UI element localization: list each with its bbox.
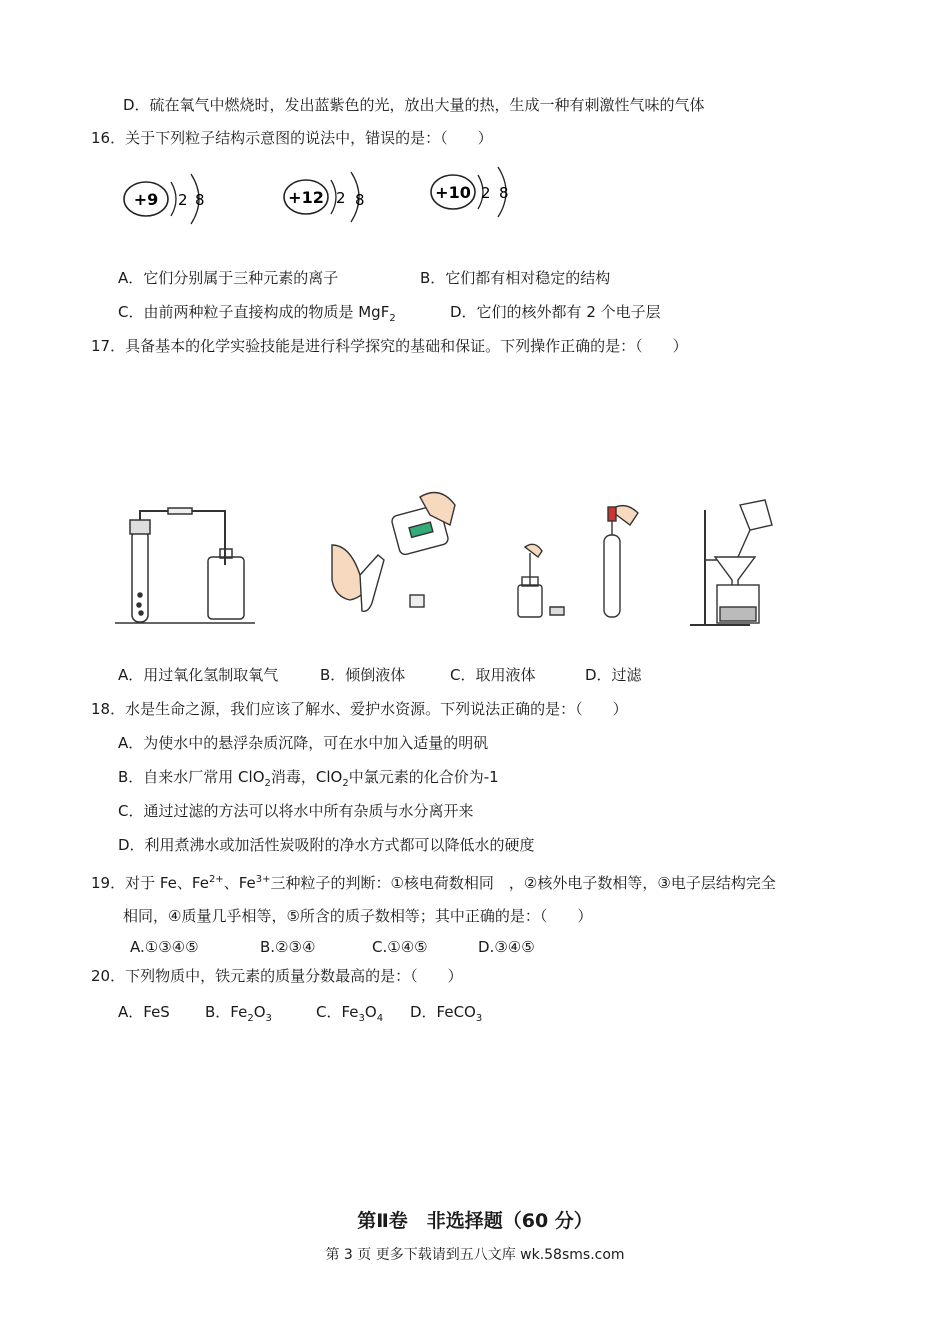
dropper-liquid-image	[518, 506, 638, 617]
q18-option-d: D．利用煮沸水或加活性炭吸附的净水方式都可以降低水的硬度	[118, 836, 535, 854]
shell2-electrons-3: 8	[499, 184, 509, 202]
shell1-electrons-3: 2	[481, 184, 491, 202]
q18-stem: 18．水是生命之源，我们应该了解水、爱护水资源。下列说法正确的是：（ ）	[91, 700, 628, 718]
q19-stem-line2: 相同，④质量几乎相等，⑤所含的质子数相等；其中正确的是：（ ）	[123, 907, 593, 925]
q19-option-c: C.①④⑤	[372, 938, 428, 956]
q20-option-c: C．$Fe_3O_4$	[316, 1003, 384, 1024]
q16-stem: 16．关于下列粒子结构示意图的说法中，错误的是：（ ）	[91, 129, 493, 147]
gas-bottle	[208, 557, 244, 619]
q20-option-a: A．FeS	[118, 1003, 170, 1021]
nucleus-charge-2: +12	[288, 188, 324, 207]
q17-option-c: C．取用液体	[450, 666, 536, 684]
q19-option-b: B.②③④	[260, 938, 316, 956]
nucleus-charge-1: +9	[133, 190, 159, 209]
q20-option-d: D．FeCO$_3$	[410, 1003, 483, 1024]
oxygen-generation-apparatus-image	[115, 508, 255, 623]
q16-option-c: C．由前两种粒子直接构成的物质是 MgF$_2$	[118, 303, 396, 324]
q17-stem: 17．具备基本的化学实验技能是进行科学探究的基础和保证。下列操作正确的是：（ ）	[91, 337, 688, 355]
shell1-electrons-1: 2	[178, 191, 188, 209]
shell-arc-1a	[171, 182, 176, 216]
atom-diagram-3	[431, 167, 509, 217]
q16-option-d: D．它们的核外都有 2 个电子层	[450, 303, 661, 321]
shell2-electrons-1: 8	[195, 191, 205, 209]
q19-option-a: A.①③④⑤	[130, 938, 199, 956]
q20-stem: 20．下列物质中，铁元素的质量分数最高的是：（ ）	[91, 967, 463, 985]
q19-option-d: D.③④⑤	[478, 938, 535, 956]
q16-option-b: B．它们都有相对稳定的结构	[420, 269, 611, 287]
q16-option-a: A．它们分别属于三种元素的离子	[118, 269, 339, 287]
filtration-apparatus-image	[690, 500, 772, 625]
page-footer: 第 3 页 更多下载请到五八文库 wk.58sms.com	[325, 1247, 625, 1263]
shell1-electrons-2: 2	[336, 189, 346, 207]
q18-option-a: A．为使水中的悬浮杂质沉降，可在水中加入适量的明矾	[118, 734, 489, 752]
q17-option-a: A．用过氧化氢制取氧气	[118, 666, 279, 684]
nucleus-charge-3: +10	[435, 183, 471, 202]
shell2-electrons-2: 8	[355, 191, 365, 209]
pouring-liquid-image	[332, 493, 455, 612]
q20-option-b: B．$Fe_2O_3$	[205, 1003, 272, 1024]
q16-atom-structure-diagrams	[115, 160, 535, 240]
q17-experiment-illustrations	[110, 485, 790, 635]
q17-option-b: B．倾倒液体	[320, 666, 406, 684]
atom-diagram-2	[284, 172, 365, 222]
q19-stem: 19．对于 Fe、$Fe^{2+}$、$Fe^{3+}$三种粒子的判断：①核电荷数相同 ，②核外电子数相等，③电子层结构完全	[91, 874, 776, 892]
q15-option-d: D．硫在氧气中燃烧时，发出蓝紫色的光，放出大量的热，生成一种有刺激性气味的气体	[123, 96, 705, 114]
q17-option-d: D．过滤	[585, 666, 642, 684]
stopper	[130, 520, 150, 534]
atom-diagram-1	[124, 174, 205, 224]
q18-option-c: C．通过过滤的方法可以将水中所有杂质与水分离开来	[118, 802, 474, 820]
q18-option-b: B．自来水厂常用 ClO$_2$消毒，ClO$_2$中氯元素的化合价为-1	[118, 768, 499, 789]
test-tube	[132, 530, 148, 622]
section-title: 第Ⅱ卷 非选择题（60 分）	[357, 1210, 593, 1232]
